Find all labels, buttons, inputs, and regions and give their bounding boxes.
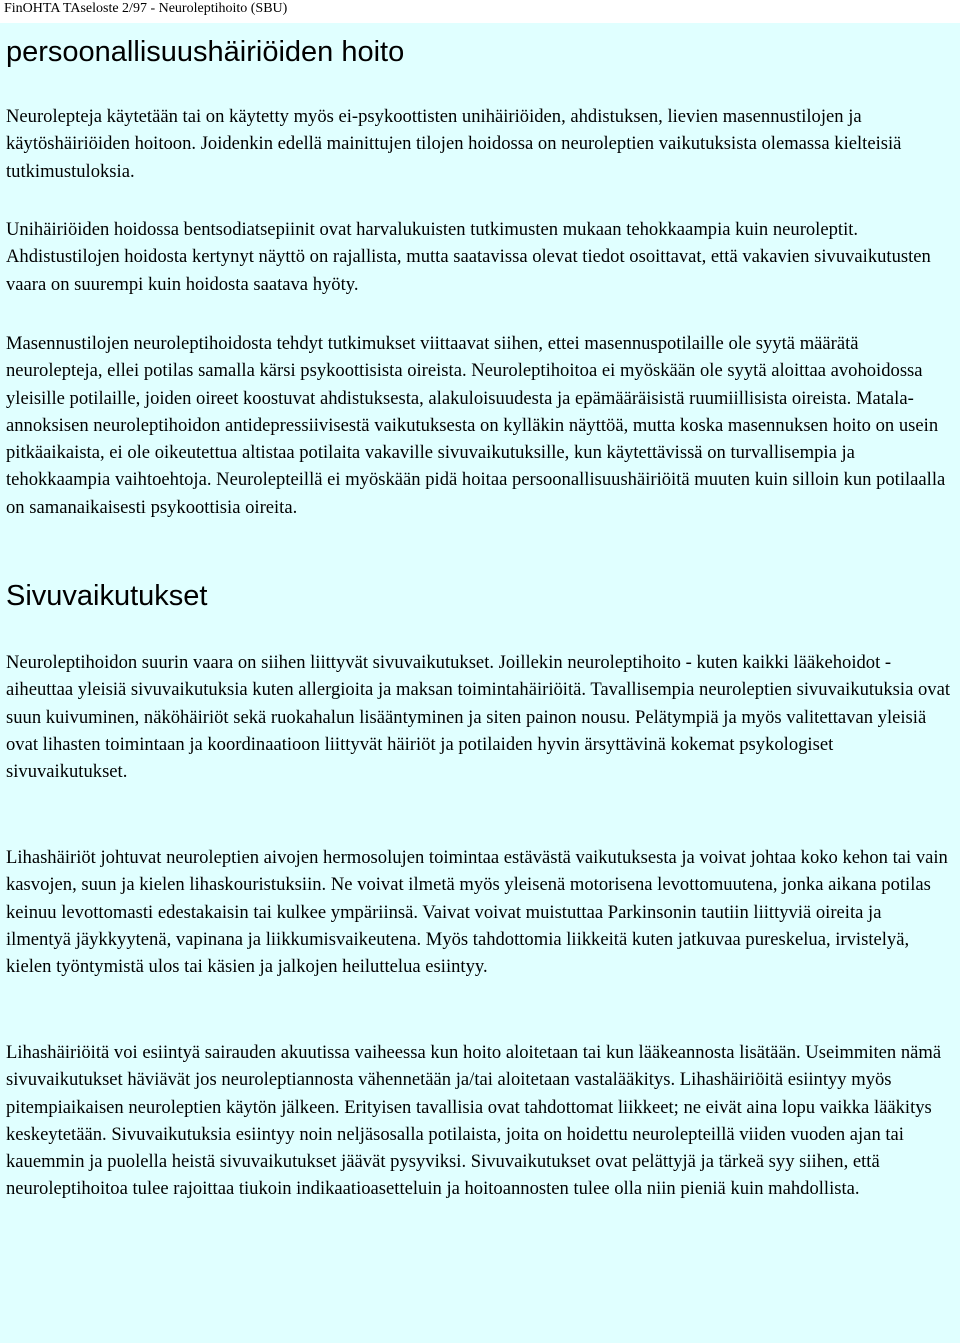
page-header-title: FinOHTA TAseloste 2/97 - Neuroleptihoito (SBU): [4, 1, 288, 16]
paragraph-muscle-disorders-onset: Lihashäiriöitä voi esiintyä sairauden akuutissa vaiheessa kun hoito aloitetaan tai kun lääkeannosta lisätään. Useimmiten nämä sivuvaikutukset häviävät jos neuroleptiannosta vähennetään ja/tai aloitetaan vastalääkitys. Lihashäiriöitä esiintyy myös pitempiaikaisen neuroleptien käytön jälkeen. Erityisen tavallisia ovat tahdottomat liikkeet; ne eivät aina lopu vaikka lääkitys keskeytetään. Sivuvaikutuksia esiintyy noin neljäsosalla potilaista, joita on hoidettu neurolepteillä viiden vuoden ajan tai kauemmin ja puolella heistä sivuvaikutukset jäävät pysyviksi. Sivuvaikutukset ovat pelättyjä ja tärkeä syy siihen, että neuroleptihoitoa tulee rajoittaa tiukoin indikaatioasetteluin ja hoitoannosten tulee olla niin pieniä kuin mahdollista.: [6, 1042, 942, 1200]
paragraph-depression: Masennustilojen neuroleptihoidosta tehdyt tutkimukset viittaavat siihen, ettei masennuspotilaille ole syytä määrätä neurolepteja, ellei potilas samalla kärsi psykoottisista oireista. Neuroleptihoitoa ei myöskään ole syytä aloittaa avohoidossa yleisille potilaille, joiden oireet koostuvat ahdistuksesta, alakuloisuudesta ja epämääräisistä ruumiillisista oireista. Matala-annoksisen neuroleptihoidon antidepressiivisestä vaikutuksesta on kylläkin näyttöä, mutta koska masennuksen hoito on usein pitkäaikaista, ei ole oikeutettua altistaa potilaita vakaville sivuvaikutuksille, kun käytettävissä on turvallisempia ja tehokkaampia vaihtoehtoja. Neurolepteillä ei myöskään pidä hoitaa persoonallisuushäiriöitä muuten kuin silloin kun potilaalla on samanaikaisesti psykoottisia oireita.: [6, 333, 946, 518]
paragraph-side-effects-overview: Neuroleptihoidon suurin vaara on siihen liittyvät sivuvaikutukset. Joillekin neuroleptihoito - kuten kaikki lääkehoidot - aiheuttaa yleisiä sivuvaikutuksia kuten allergioita ja maksan toimintahäiriöitä. Tavallisempia neuroleptien sivuvaikutuksia ovat suun kuivuminen, näköhäiriöt sekä ruokahalun lisääntyminen ja siten painon nousu. Pelätympiä ja myös valitettavan yleisiä ovat lihasten toimintaan ja koordinaatioon liittyvät häiriöt ja potilaiden hyvin ärsyttävinä kokemat psykologiset sivuvaikutukset.: [6, 652, 950, 783]
section-heading-treatment: persoonallisuushäiriöiden hoito: [6, 36, 405, 68]
paragraph-sleep-anxiety: Unihäiriöiden hoidossa bentsodiatsepiinit ovat harvalukuisten tutkimusten mukaan tehokkaampia kuin neuroleptit. Ahdistustilojen hoidosta kertynyt näyttö on rajallista, mutta saatavissa olevat tiedot osoittavat, että vakavien sivuvaikutusten vaara on suurempi kuin hoidosta saatava hyöty.: [6, 219, 931, 295]
page-header: [0, 0, 960, 22]
section-heading-side-effects: Sivuvaikutukset: [6, 580, 208, 612]
paragraph-non-psychotic-use: Neurolepteja käytetään tai on käytetty myös ei-psykoottisten unihäiriöiden, ahdistuksen, lievien masennustilojen ja käytöshäiriöiden hoitoon. Joidenkin edellä mainittujen tilojen hoidossa on neuroleptien vaikutuksista olemassa kielteisiä tutkimustuloksia.: [6, 106, 902, 182]
paragraph-muscle-disorders: Lihashäiriöt johtuvat neuroleptien aivojen hermosolujen toimintaa estävästä vaikutuksesta ja voivat johtaa koko kehon tai vain kasvojen, suun ja kielen lihaskouristuksiin. Ne voivat ilmetä myös yleisenä motorisena levottomuutena, jonka aikana potilas keinuu levottomasti edestakaisin tai kulkee ympäriinsä. Vaivat voivat muistuttaa Parkinsonin tautiin liittyviä oireita ja ilmentyä jäykkyytenä, vapinana ja liikkumisvaikeutena. Myös tahdottomia liikkeitä kuten jatkuvaa pureskelua, irvistelyä, kielen työntymistä ulos tai käsien ja jalkojen heiluttelua esiintyy.: [6, 847, 948, 978]
document-body: [0, 23, 960, 1343]
